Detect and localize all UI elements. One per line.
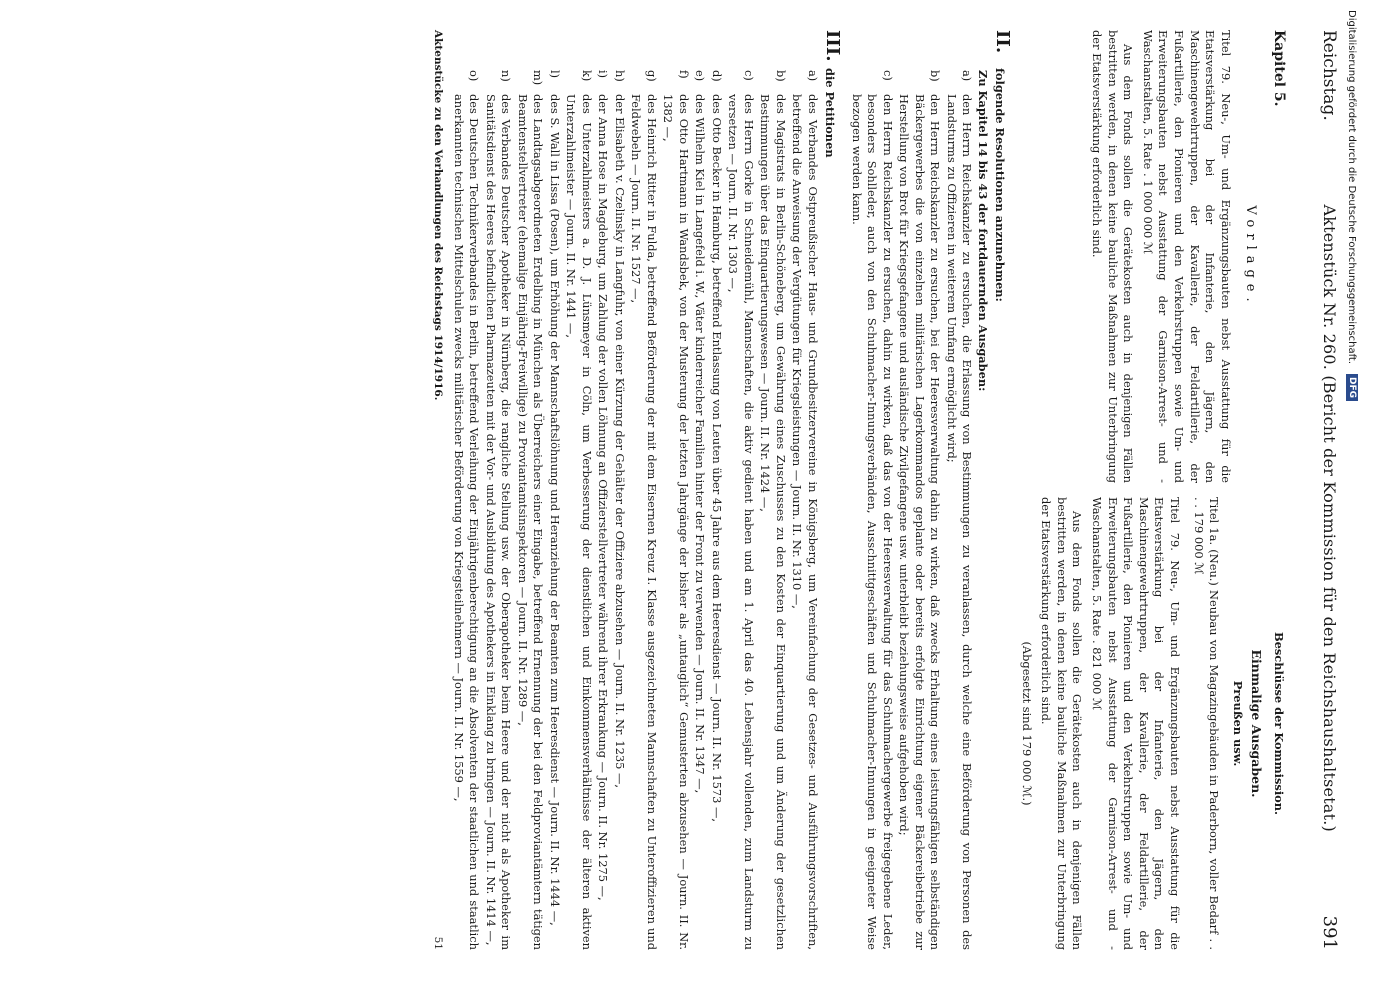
page-footer <box>432 30 444 950</box>
resolution-item: b) den Herrn Reichskanzler zu ersuchen, bei der Heeresverwaltung dahin zu wirken, daß zwecks Erhaltung eines leistungsfähigen selbständigen Bäckergewerbes die von einzelnen militärischen Lagerkommandos geplante oder bereits erfolgte Einrichtung eigener Bäckereibetriebe zur Herstellung von Brot für Kriegsgefangene und ausländische Zivilgefangene usw. unterbleibt beziehungsweise aufgehoben wird; <box>897 70 943 950</box>
header-center: Aktenstück Nr. 260. (Bericht der Kommission für den Reichshaushaltsetat.) <box>1320 204 1339 832</box>
resolution-item: a) den Herrn Reichskanzler zu ersuchen, die Erlassung von Bestimmungen zu veranlassen, durch welche eine Beförderung von Personen des Landsturms zu Offizieren in weiterem Umfang ermöglicht wird; <box>944 70 975 950</box>
petition-item: f) des Otto Hartmann in Wandsbek, von der Musterung der letzten Jahrgänge der bisher als „untauglich“ Gemusterten abzusehen — Journ. II. Nr. 1382 —, <box>661 70 691 950</box>
titel-79-text: Titel 79. Neu-, Um- und Ergänzungsbauten nebst Ausstattung für die Etatsverstärkung bei der Infanterie, den Jägern, den Maschinengewehrtruppen, der Kavallerie, der Feldartillerie, der Fußartillerie, den Pionieren und den Verkehrstruppen sowie Um- und Erweiterungsbauten nebst Ausstattung der Garnison-Arrest- und -Waschanstalten, 5. Rate . 1 000 000 ℳ <box>1140 30 1233 483</box>
preussen-heading: Preußen usw. <box>1230 680 1245 767</box>
petition-item: k) des Unterzahlmeisters a. D. J. Lünsmeyer in Cöln, um Verbesserung der dienstlichen und Einkommensverhältnisse der älteren aktiven Unterzahlmeister — Journ. II. Nr. 1441 —, <box>564 70 594 950</box>
petition-item: e) des Wilhelm Kiel in Langefeld i. W., Väter kinderreicher Familien hinter der Front zu verwenden — Journ. II. Nr. 1347 —, <box>693 70 708 794</box>
petition-item: o) des Deutschen Technikerverbandes in Berlin, betreffend Verleihung der Einjährigenberechtigung an die Absolventen der staatlichen und staatlich anerkannten technischen Mittelschulen zwecks militärischer Beförderung von Kriegsteilnehmern — Journ. II. Nr. 1559 —, <box>451 70 482 950</box>
section-iii-numeral: III. <box>822 30 844 62</box>
fonds-paragraph-decision: Aus dem Fonds sollen die Gerätekosten auch in denjenigen Fällen bestritten werden, in denen keine bauliche Maßnahmen zur Unterbringung der Etatsverstärkung erforderlich sind. <box>1039 497 1085 950</box>
petition-item: h) der Elisabeth v. Czelinsky in Langfuhr, von einer Kürzung der Gehälter der Offiziere abzusehen — Journ. II. Nr. 1235 —, <box>612 70 627 788</box>
resolution-item: c) den Herrn Reichskanzler zu ersuchen, dahin zu wirken, daß das von der Heeresverwaltung für das Schuhmachergewerbe freigegebene Leder, besonders Sohlleder, auch von den Schuhmacher-Innungsverbänden, Ausschnittgeschäften und Schuhmacher-Innungen in geeigneter Weise bezogen werden kann. <box>849 70 895 950</box>
section-iii-intro: die Petitionen <box>823 68 838 158</box>
page-header <box>1300 30 1340 950</box>
section-ii <box>848 30 1014 950</box>
titel-79-decision: Titel 79. Neu-, Um- und Ergänzungsbauten nebst Ausstattung für die Etatsverstärkung bei der Infanterie, den Jägern, den Maschinengewehrtruppen, der Kavallerie, der Feldartillerie, der Fußartillerie, den Pionieren und den Verkehrstruppen sowie Um- und Erweiterungsbauten nebst Ausstattung der Garnison-Arrest- und -Waschanstalten, 5. Rate . 821 000 ℳ <box>1090 497 1183 950</box>
section-ii-sub: Zu Kapitel 14 bis 43 der fortdauernden Ausgaben: <box>975 70 990 392</box>
petition-item: m) des Landtagsabgeordneten Erdelbing in München als Überreichers einer Eingabe, betreffend Ernennung der bei den Feldproviantämtern tätigen Beamtenstellvertreter (ehemalige Einjährig-Freiwillige) zu Proviantamtsinspektoren — Journ. II. Nr. 1289 —, <box>515 70 546 950</box>
titel-1a-text: Titel 1a. (Neu.) Neubau von Magazingebäuden in Paderborn, voller Bedarf . . . . 179 000 ℳ <box>1191 497 1222 950</box>
petition-item: b) des Magistrats in Berlin-Schöneberg, um Gewährung eines Zuschusses zu den Kosten der Einquartierung und um Änderung der gesetzlichen Bestimmungen über das Einquartierungswesen — Journ. II. Nr. 1424 —, <box>758 70 788 950</box>
petition-item: c) des Herrn Gorke in Schneidemühl, Mannschaften, die aktiv gedient haben und am 1. April das 40. Lebensjahr vollenden, zum Landsturm zu versetzen — Journ. II. Nr. 1303 —, <box>726 70 756 950</box>
petition-item: a) des Verbandes Ostpreußischer Haus- und Grundbesitzervereine in Königsberg, um Vereinfachung der Gesetzes- und Ausführungsvorschriften, betreffend die Anweisung der Vergütungen für Kriegsleistungen — Journ. II. Nr. 1310 —, <box>790 70 820 950</box>
petition-item: d) des Otto Becker in Hamburg, betreffend Entlassung von Leuten über 45 Jahre aus dem Heeresdienst — Journ. II. Nr. 1573 —, <box>709 70 724 823</box>
header-left: Reichstag. <box>1319 30 1339 121</box>
dfg-logo: DFG <box>1346 374 1358 401</box>
page-number: 391 <box>1319 915 1340 950</box>
petition-item: n) des Verbandes Deutscher Apotheker in Nürnberg, die rangliche Stellung usw. der Oberapotheker beim Heere und der nicht als Apotheker im Sanitätsdienst des Heeres befindlichen Pharmazeuten mit der Vor- und Ausbildung des Apothekers in Einklang zu bringen — Journ. II. Nr. 1414 —, <box>483 70 514 950</box>
left-column <box>1018 30 1300 483</box>
digitization-note <box>1342 10 1362 970</box>
document-page <box>40 20 1340 960</box>
petition-item: g) des Heinrich Ritter in Fulda, betreffend Beförderung der mit dem Eisernen Kreuz I. Klasse ausgezeichneten Mannschaften zu Unteroffizieren und Feldwebeln — Journ. II. Nr. 1527 —, <box>629 70 659 950</box>
section-iii <box>450 30 844 950</box>
footer-sheet-number: 51 <box>432 936 445 950</box>
beschluesse-heading: Beschlüsse der Kommission. <box>1272 631 1286 815</box>
fonds-paragraph: Aus dem Fonds sollen die Gerätekosten auch in denjenigen Fällen bestritten werden, in denen keine bauliche Maßnahmen zur Unterbringung der Etatsverstärkung erforderlich sind. <box>1090 30 1136 483</box>
vorlage-heading: Vorlage. <box>1243 205 1259 308</box>
two-columns <box>1018 30 1300 950</box>
kapitel-heading: Kapitel 5. <box>1271 30 1287 107</box>
section-ii-numeral: II. <box>992 30 1014 54</box>
abgesetzt-note: (Abgesetzt sind 179 000 ℳ.) <box>1019 641 1034 806</box>
section-ii-intro: folgende Resolutionen anzunehmen: <box>993 68 1008 302</box>
right-column <box>1018 497 1300 950</box>
einmalige-heading: Einmalige Ausgaben. <box>1249 649 1265 798</box>
digitization-text: Digitalisierung gefördert durch die Deutsche Forschungsgemeinschaft. <box>1346 10 1358 365</box>
petition-item: l) des S. Wall in Lissa (Posen), um Erhöhung der Mannschaftslöhnung und Heranziehung der Beamten zum Heeresdienst — Journ. II. Nr. 1444 —, <box>547 70 562 926</box>
petition-item: i) der Anna Hose in Magdeburg, um Zahlung der vollen Löhnung an Offizierstellvertreter während ihrer Erkrankung — Journ. II. Nr. 1275 —, <box>596 70 611 901</box>
footer-source: Aktenstücke zu den Verhandlungen des Reichstags 1914/1916. <box>432 30 445 401</box>
